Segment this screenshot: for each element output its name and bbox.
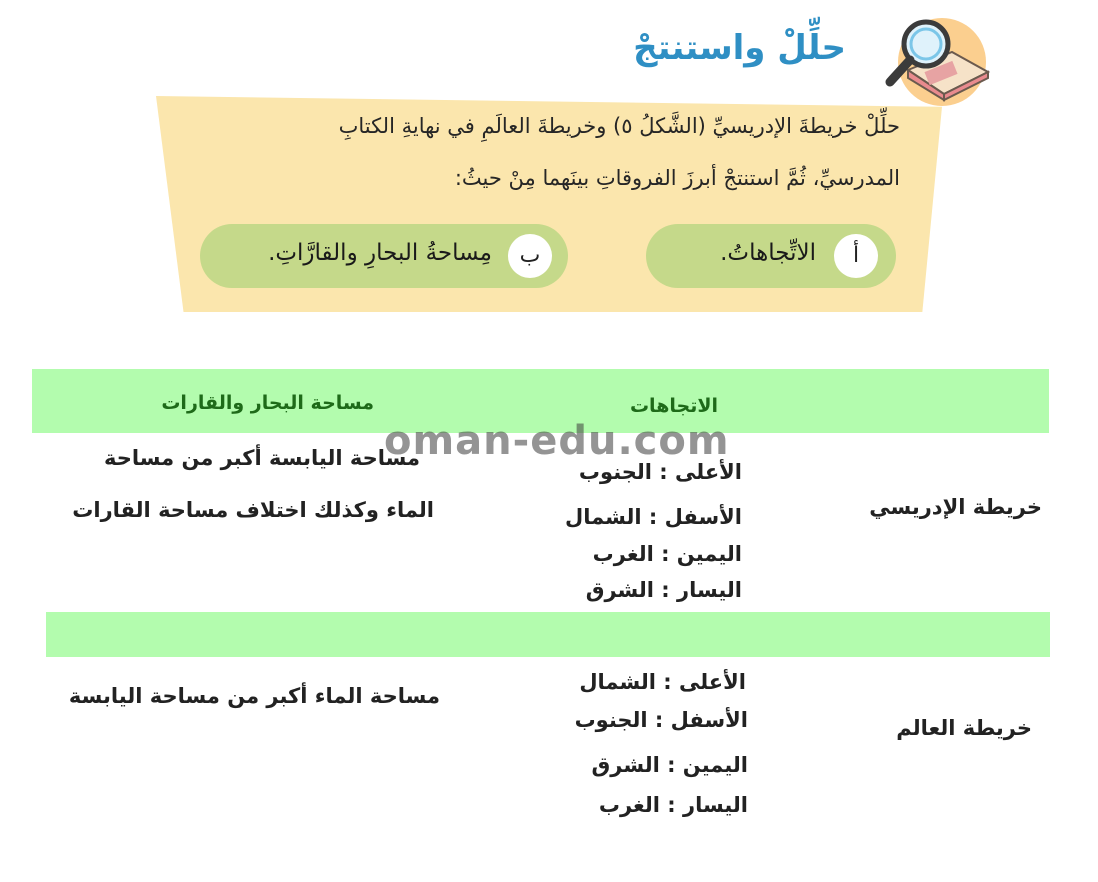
row1-direction-top: الأعلى : الجنوب [578,460,742,484]
row1-direction-left: اليسار : الشرق [585,578,742,602]
row2-map-name: خريطة العالم [896,716,1032,740]
option-b-letter: ب [508,234,552,278]
row1-map-name: خريطة الإدريسي [869,495,1042,519]
header-area: مساحة البحار والقارات [161,392,374,414]
instruction-line-2: المدرسيِّ، ثُمَّ استنتجْ أبرزَ الفروقاتِ بينَهما مِنْ حيثُ: [454,166,900,190]
option-a-text: الاتِّجاهاتُ. [720,240,816,266]
option-a-pill [646,224,896,288]
row1-area-line1: مساحة اليابسة أكبر من مساحة [104,446,420,470]
row1-direction-right: اليمين : الغرب [592,542,742,566]
magnifier-book-icon [880,12,998,108]
section-title: حلِّلْ واستنتجْ [633,28,846,68]
option-a-letter: أ [834,234,878,278]
row1-area-line2: الماء وكذلك اختلاف مساحة القارات [72,498,434,522]
option-b-text: مِساحةُ البحارِ والقارَّاتِ. [268,240,492,266]
table-separator-band [46,612,1050,657]
instruction-line-1: حلِّلْ خريطةَ الإدريسيِّ (الشَّكلُ ٥) وخريطةَ العالَمِ في نهايةِ الكتابِ [338,114,900,138]
row2-direction-left: اليسار : الغرب [598,793,748,817]
watermark: oman-edu.com [384,418,730,464]
row2-area-line1: مساحة الماء أكبر من مساحة اليابسة [68,684,440,708]
option-b-pill [200,224,568,288]
row2-direction-right: اليمين : الشرق [591,753,748,777]
row2-direction-top: الأعلى : الشمال [579,670,746,694]
header-directions: الاتجاهات [629,395,718,417]
row2-direction-bottom: الأسفل : الجنوب [574,708,748,732]
row1-direction-bottom: الأسفل : الشمال [564,505,742,529]
